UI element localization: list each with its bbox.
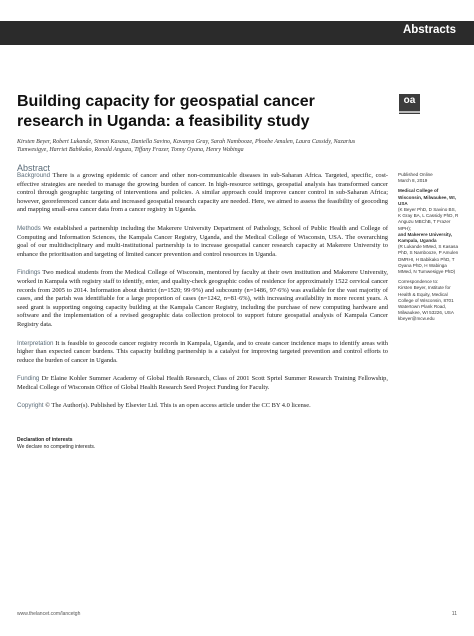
affiliation-1-people: (K Beyer PhD, D Savino BS, K Gray BA, L Cassidy PhD, R Anguzu MBChB, T Frazer MPH); xyxy=(398,207,459,231)
author-list: Kirsten Beyer, Robert Lukande, Simon Kasasa, Daniella Savino, Kavanya Gray, Sarah Nambooze, Phoebe Amulen, Laura Cassidy, Nazarius Tumwesigye, Harriet Babikako, Ronald Anguzu, Tiffany Frazer, Tonny Oyana, Henry Wabinga xyxy=(17,139,356,153)
copyright-text: © The Author(s). Published by Elsevier Ltd. This is an open access article under the CC BY 4.0 license. xyxy=(45,402,311,410)
header-bar xyxy=(0,21,474,45)
abstract-background xyxy=(17,172,388,215)
abstract-methods xyxy=(17,225,388,259)
background-label: Background xyxy=(17,172,51,179)
correspondence xyxy=(398,279,460,322)
copyright-label: Copyright xyxy=(17,402,44,410)
declaration-of-interests xyxy=(17,437,267,451)
abstract-funding xyxy=(17,375,388,392)
footer-url[interactable]: www.thelancet.com/lancetgh xyxy=(17,611,81,617)
correspondence-label: Correspondence to: xyxy=(398,279,439,285)
declaration-text: We declare no competing interests. xyxy=(17,444,96,450)
background-text: There is a growing epidemic of cancer and other non-communicable diseases in sub-Saharan Africa. Targeted, specific, cost-effective strategies are needed to manage the growing burden of cancer. In high-resource settings, geospatial analysis has transformed cancer control through geographic targeting of interventions and policies. A similar approach could improve cancer control in sub-Saharan Africa; however, georeferenced cancer data and increased geospatial research capacity are needed. Here, we aimed to assess the feasibility of geocoding and mapping small-area cancer data from a cancer registry in Uganda. xyxy=(17,172,388,214)
interpretation-text: It is feasible to geocode cancer registry records in Kampala, Uganda, and to create cancer incidence maps to identify areas with higher than expected cancer burdens. This capacity building partnership is a catalyst for improving targeted prevention and control efforts to reduce the burden of cancer in Uganda. xyxy=(17,339,389,364)
correspondence-email-link[interactable]: kbeyer@mcw.edu xyxy=(398,316,435,322)
affiliation-2-name: and Makerere University, Kampala, Uganda xyxy=(398,231,453,244)
article-title: Building capacity for geospatial cancer research in Uganda: a feasibility study xyxy=(17,93,315,130)
open-access-label: oa xyxy=(403,95,416,106)
declaration-title: Declaration of interests xyxy=(17,437,73,443)
open-access-underline xyxy=(399,111,420,113)
abstract-copyright xyxy=(17,402,388,411)
abstract-findings xyxy=(17,269,388,329)
findings-label: Findings xyxy=(17,269,41,277)
page-number: 11 xyxy=(451,611,457,617)
findings-text: Two medical students from the Medical College of Wisconsin, mentored by faculty at their own institution and Makerere University, worked in Kampala with registry staff to identify, enter, and quality-check geographic codes of residence for approximately 1522 cervical cancer records from 2005 to 2014. Information about district (n=1520; 99·9%) and subcounty (n=1486, 97·6%) was available for the vast majority of cases, and the parish was identifiable for a large proportion of cases (n=1242, n=81·6%), with increasing availability in more recent years. A seed grant is supporting ongoing capacity building at the Kampala Cancer Registry, including the purchase of new computing hardware and software and the implementation of a revised geographic data collection protocol to support future geospatial analysis of Kampala Cancer Registry data. xyxy=(17,269,388,328)
open-access-badge xyxy=(399,94,420,114)
publication-info xyxy=(398,172,460,184)
abstract-heading: Abstract xyxy=(17,163,51,173)
published-date: March 8, 2019 xyxy=(398,178,428,184)
article-sidebar xyxy=(398,172,460,327)
methods-text: We established a partnership including the Makerere University Department of Pathology, School of Public Health and College of Computing and Information Sciences, the Kampala Cancer Registry, Uganda, and the Medical College of Wisconsin, USA. The overarching goal of our multidisciplinary and multi-institutional partnership is to increase geospatial cancer research capacity at Makerere University to enhance the prioritisation and targeting of limited cancer prevention and control resources in Uganda. xyxy=(17,224,388,258)
published-label: Published Online xyxy=(398,172,433,177)
abstract-interpretation xyxy=(17,340,388,366)
affiliation-2-people: (R Lukande MMed, S Kasasa PhD, S Nambooze, P Amulen DMRHI, H Babikako PhD, T Oyana PhD, H Wabinga MMed, N Tumwesigye PhD) xyxy=(398,244,459,275)
interpretation-label: Interpretation xyxy=(17,339,54,347)
methods-label: Methods xyxy=(17,224,41,232)
funding-text: Dr Elaine Kohler Summer Academy of Global Health Research, Class of 2001 Scott Sprtel Summer Research Training Fellowship, Medical College of Wisconsin Office of Global Health Research Seed Project Funding for Faculty. xyxy=(17,375,388,391)
section-title: Abstracts xyxy=(402,24,456,36)
abstract-body xyxy=(17,172,388,421)
funding-label: Funding xyxy=(17,375,40,383)
correspondence-address: Kirsten Beyer, Institute for Health & Equity, Medical College of Wisconsin, 8701 Watertown Plank Road, Milwaukee, WI 53226, USA xyxy=(398,285,454,316)
affiliation-1-name: Medical College of Wisconsin, Milwaukee, WI, USA xyxy=(398,188,456,206)
affiliations xyxy=(398,188,460,275)
